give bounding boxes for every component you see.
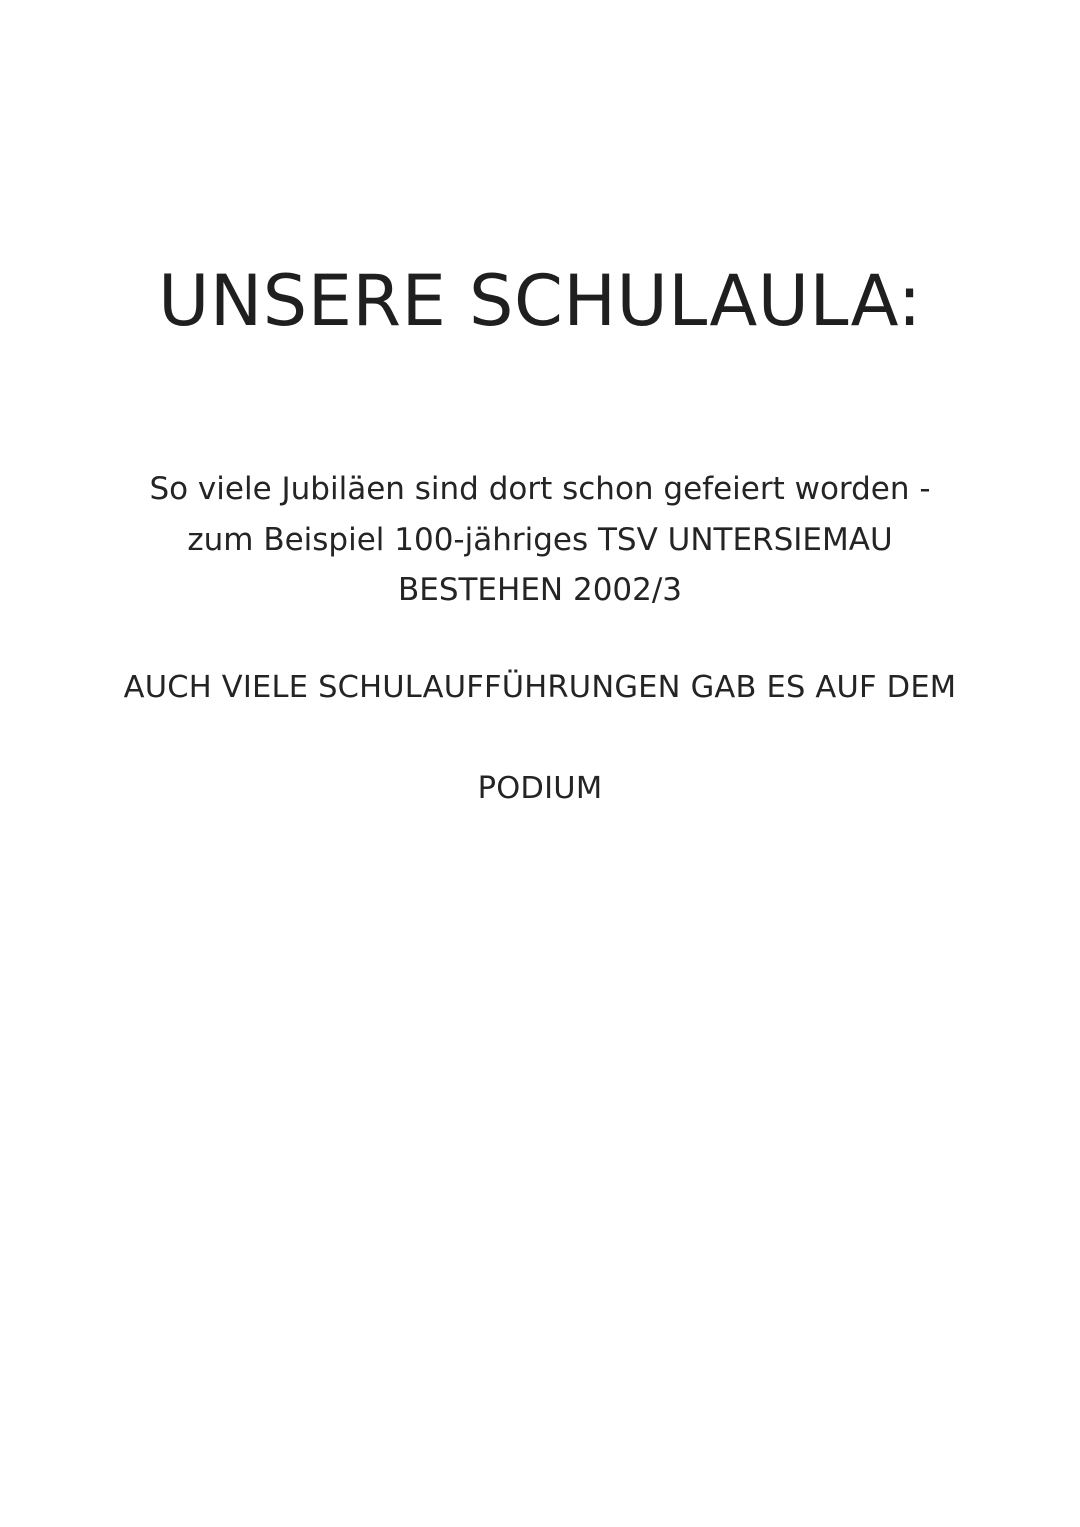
- paragraph-performances: AUCH VIELE SCHULAUFFÜHRUNGEN GAB ES AUF DEM: [123, 670, 957, 706]
- paragraph-podium: PODIUM: [477, 771, 603, 807]
- slide-body: [60, 464, 1020, 813]
- paragraph-intro: So viele Jubiläen sind dort schon gefeiert worden - zum Beispiel 100-jähriges TSV UNTERSIEMAU BESTEHEN 2002/3: [149, 471, 931, 608]
- page-title: UNSERE SCHULAULA:: [158, 260, 922, 342]
- paragraph-spacer: [60, 615, 1020, 663]
